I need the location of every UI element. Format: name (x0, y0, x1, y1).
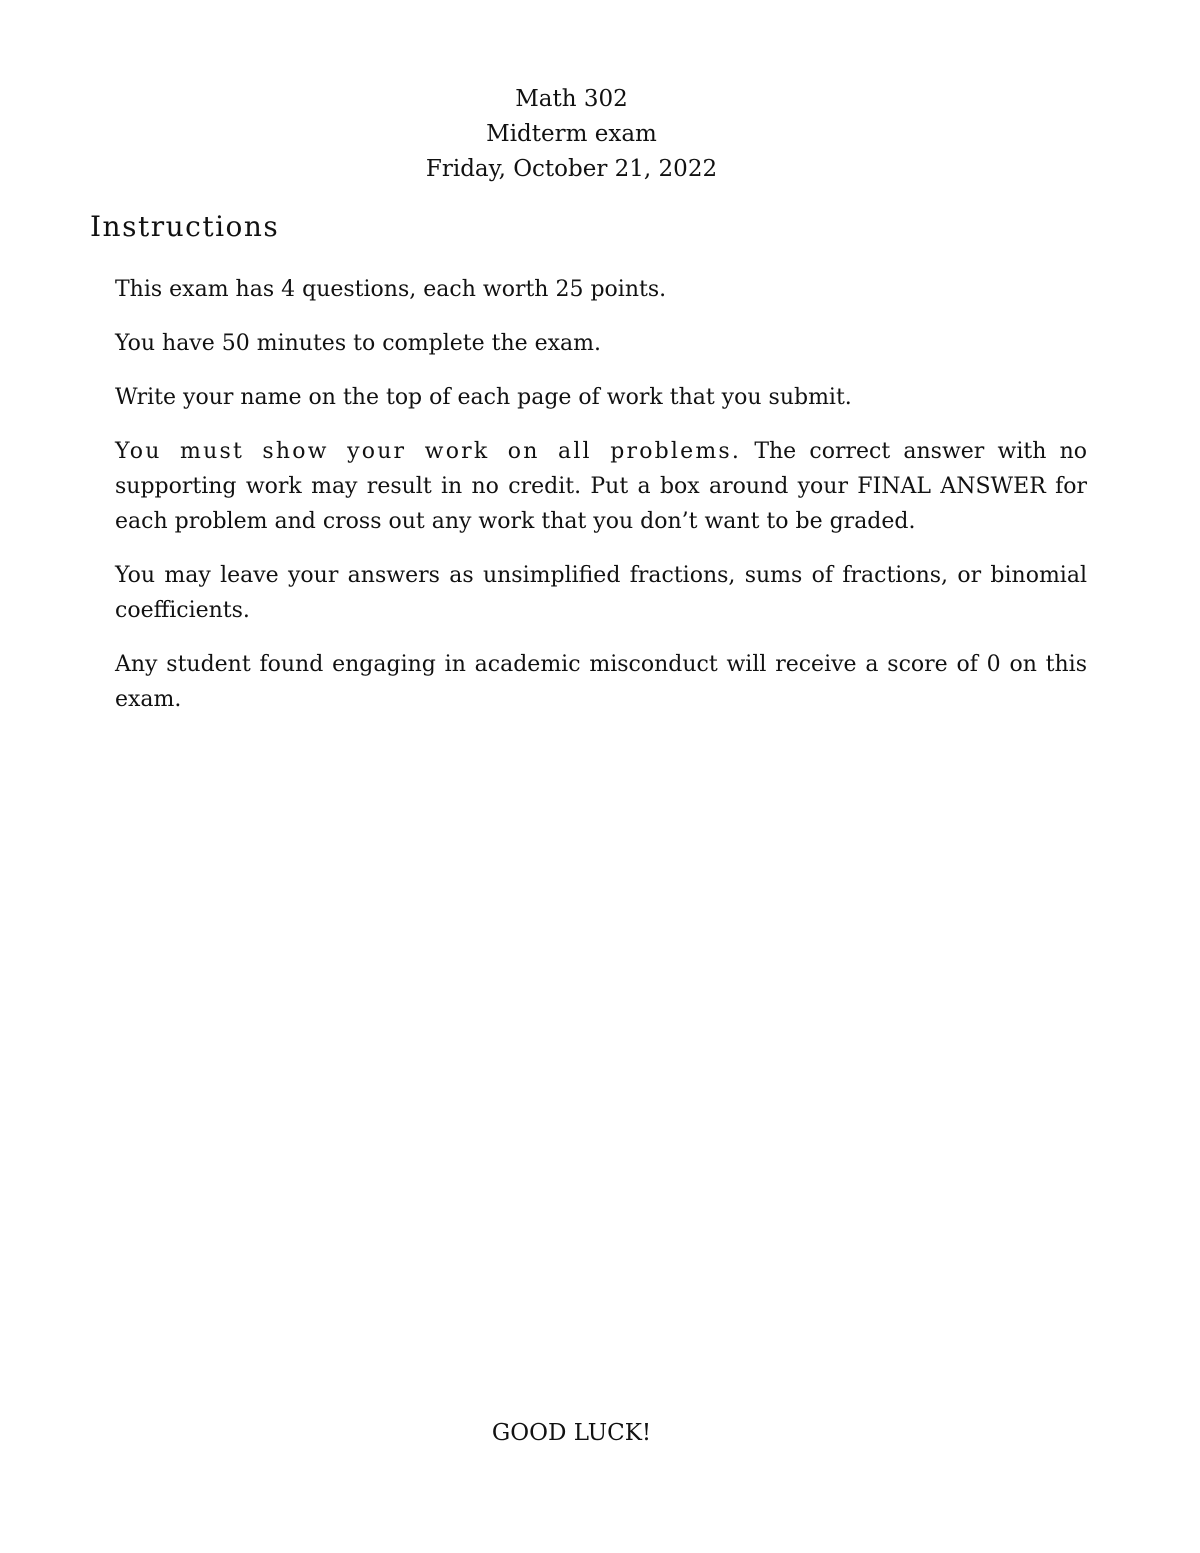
exam-date: Friday, October 21, 2022 (425, 156, 718, 182)
instruction-write-name: Write your name on the top of each page of work that you submit. (115, 385, 852, 410)
instruction-time-limit: You have 50 minutes to complete the exam. (115, 331, 602, 356)
instruction-fractions: You may leave your answers as unsimplified fractions, sums of fractions, or binomial coefficients. (115, 563, 1087, 623)
show-work-emphasis: You must show your work on all problems. (115, 439, 742, 464)
instructions-list (115, 272, 1087, 736)
instruction-question-count: This exam has 4 questions, each worth 25 points. (115, 277, 667, 302)
course-title: Math 302 (515, 86, 628, 112)
exam-header (0, 82, 1143, 187)
instructions-heading: Instructions (90, 210, 280, 243)
exam-name: Midterm exam (486, 121, 657, 147)
instruction-show-work (115, 434, 1087, 539)
instruction-misconduct: Any student found engaging in academic misconduct will receive a score of 0 on this exam. (115, 652, 1087, 712)
good-luck-message: GOOD LUCK! (491, 1420, 652, 1446)
show-work-details: The correct answer with no supporting work may result in no credit. Put a box around your FINAL ANSWER for each problem and cross out any work that you don’t want to be graded. (115, 439, 1087, 534)
